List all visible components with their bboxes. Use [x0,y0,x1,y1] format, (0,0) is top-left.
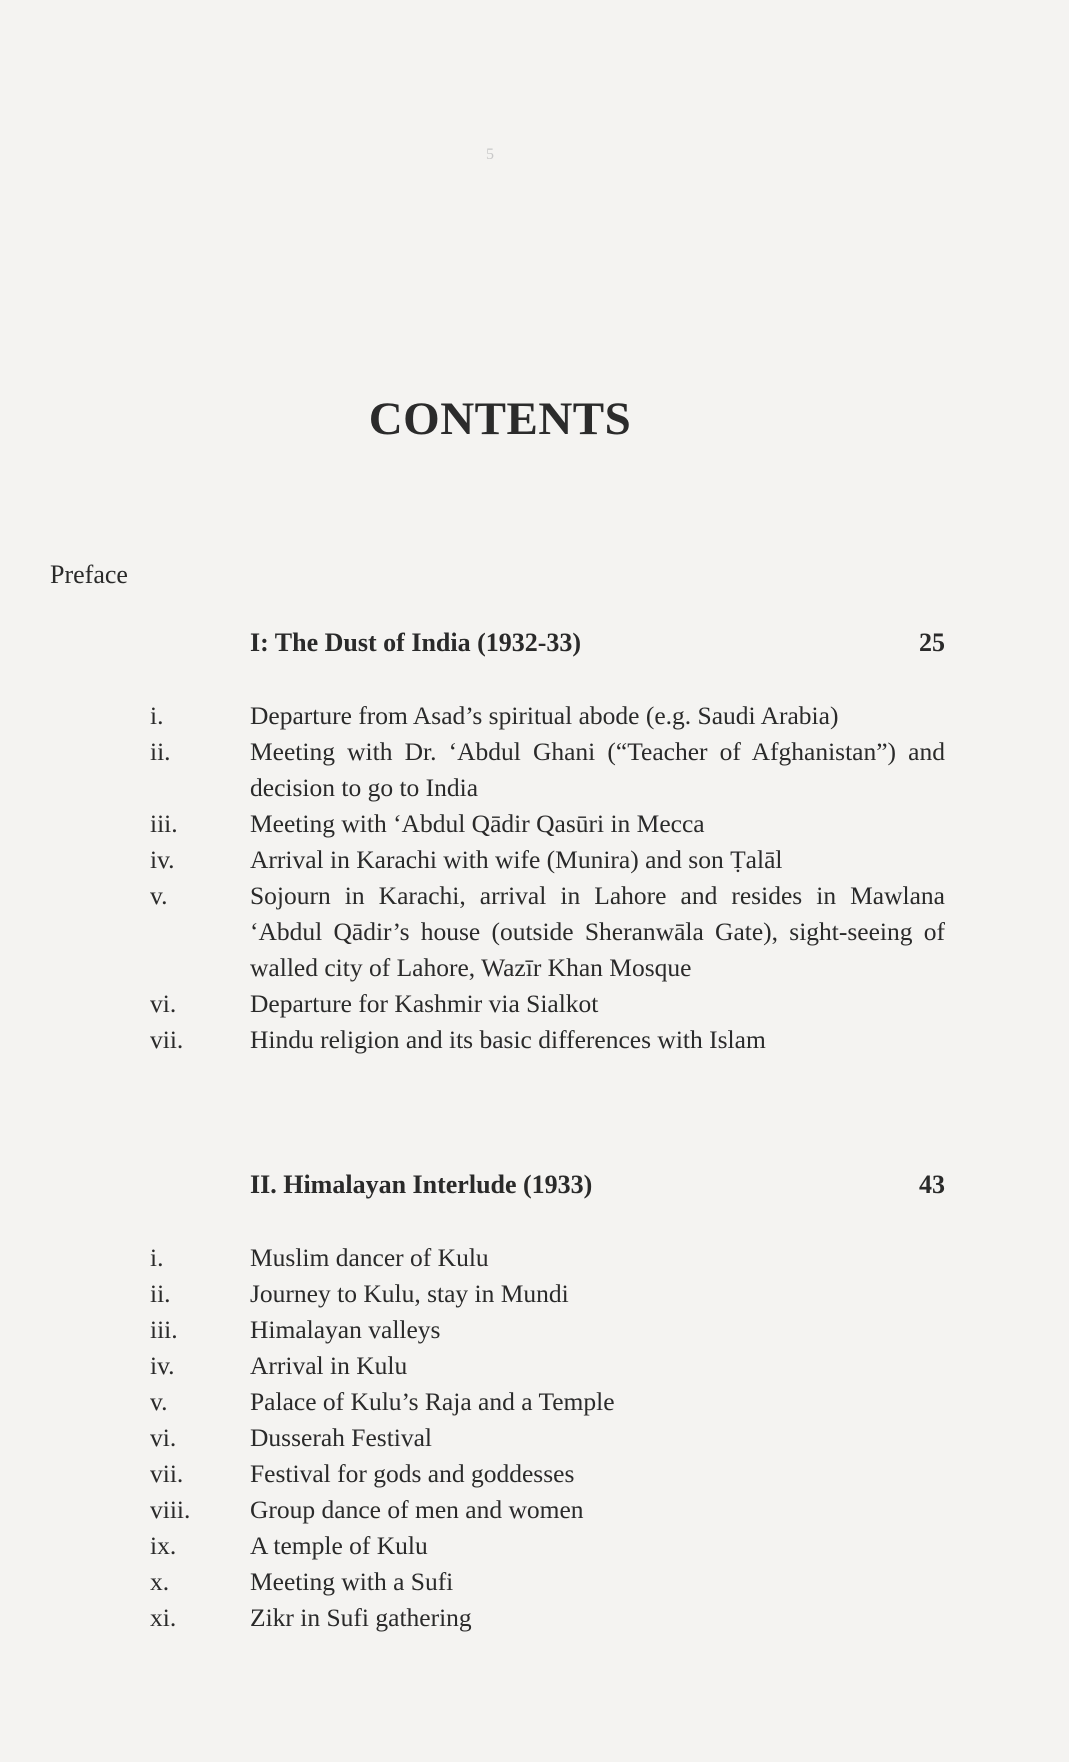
chapter-title: II. Himalayan Interlude (1933) [250,1170,593,1199]
item-text: Arrival in Karachi with wife (Munira) and son Ṭalāl [250,845,783,874]
page-number: 5 [486,146,494,163]
item-number: i. [150,1243,164,1272]
item-text: Muslim dancer of Kulu [250,1243,489,1272]
item-text: Himalayan valleys [250,1315,441,1344]
item-number: iii. [150,809,178,838]
toc-item [0,842,1069,878]
item-number: xi. [150,1603,177,1632]
toc-item [0,878,1069,986]
item-text: Group dance of men and women [250,1495,584,1524]
item-text: Departure from Asad’s spiritual abode (e.g. Saudi Arabia) [250,701,839,730]
item-text: Journey to Kulu, stay in Mundi [250,1279,569,1308]
toc-item [0,1022,1069,1058]
toc-item [0,1564,1069,1600]
item-number: ix. [150,1531,177,1560]
item-number: vi. [150,1423,177,1452]
toc-item [0,1312,1069,1348]
item-text: Hindu religion and its basic differences with Islam [250,1025,766,1054]
item-text: Meeting with a Sufi [250,1567,454,1596]
item-number: vii. [150,1025,184,1054]
chapter-items [0,1240,1069,1636]
item-number: i. [150,701,164,730]
item-text: Meeting with ‘Abdul Qādir Qasūri in Mecca [250,809,705,838]
toc-preface: Preface [50,560,128,589]
item-text: Zikr in Sufi gathering [250,1603,472,1632]
item-text: Palace of Kulu’s Raja and a Temple [250,1387,615,1416]
toc-item [0,1384,1069,1420]
toc-item [0,806,1069,842]
item-number: ii. [150,1279,171,1308]
item-number: viii. [150,1495,191,1524]
item-text: Sojourn in Karachi, arrival in Lahore and resides in Mawlana ‘Abdul Qādir’s house (outside Sheranwāla Gate), sight-seeing of walled city of Lahore, Wazīr Khan Mosque [250,881,945,982]
item-number: x. [150,1567,170,1596]
toc-item [0,1456,1069,1492]
chapter-1 [0,628,1069,1058]
chapter-page: 43 [919,1170,945,1199]
item-number: v. [150,1387,168,1416]
item-text: A temple of Kulu [250,1531,428,1560]
item-text: Departure for Kashmir via Sialkot [250,989,599,1018]
toc-item [0,1348,1069,1384]
toc-item [0,734,1069,806]
toc-item [0,1240,1069,1276]
chapter-2 [0,1170,1069,1636]
chapter-heading [0,1170,1069,1206]
item-number: vi. [150,989,177,1018]
toc-item [0,1528,1069,1564]
item-text: Arrival in Kulu [250,1351,408,1380]
item-number: vii. [150,1459,184,1488]
item-text: Meeting with Dr. ‘Abdul Ghani (“Teacher of Afghanistan”) and decision to go to India [250,737,945,802]
chapter-page: 25 [919,628,945,657]
item-text: Dusserah Festival [250,1423,433,1452]
page-title: CONTENTS [368,393,632,445]
toc-item [0,698,1069,734]
toc-item [0,1276,1069,1312]
item-number: iii. [150,1315,178,1344]
toc-item [0,986,1069,1022]
chapter-heading [0,628,1069,664]
item-number: iv. [150,845,175,874]
chapter-title: I: The Dust of India (1932-33) [250,628,582,657]
item-text: Festival for gods and goddesses [250,1459,575,1488]
toc-item [0,1600,1069,1636]
toc-item [0,1492,1069,1528]
toc-item [0,1420,1069,1456]
item-number: v. [150,881,168,910]
item-number: ii. [150,737,171,766]
chapter-items [0,698,1069,1058]
item-number: iv. [150,1351,175,1380]
